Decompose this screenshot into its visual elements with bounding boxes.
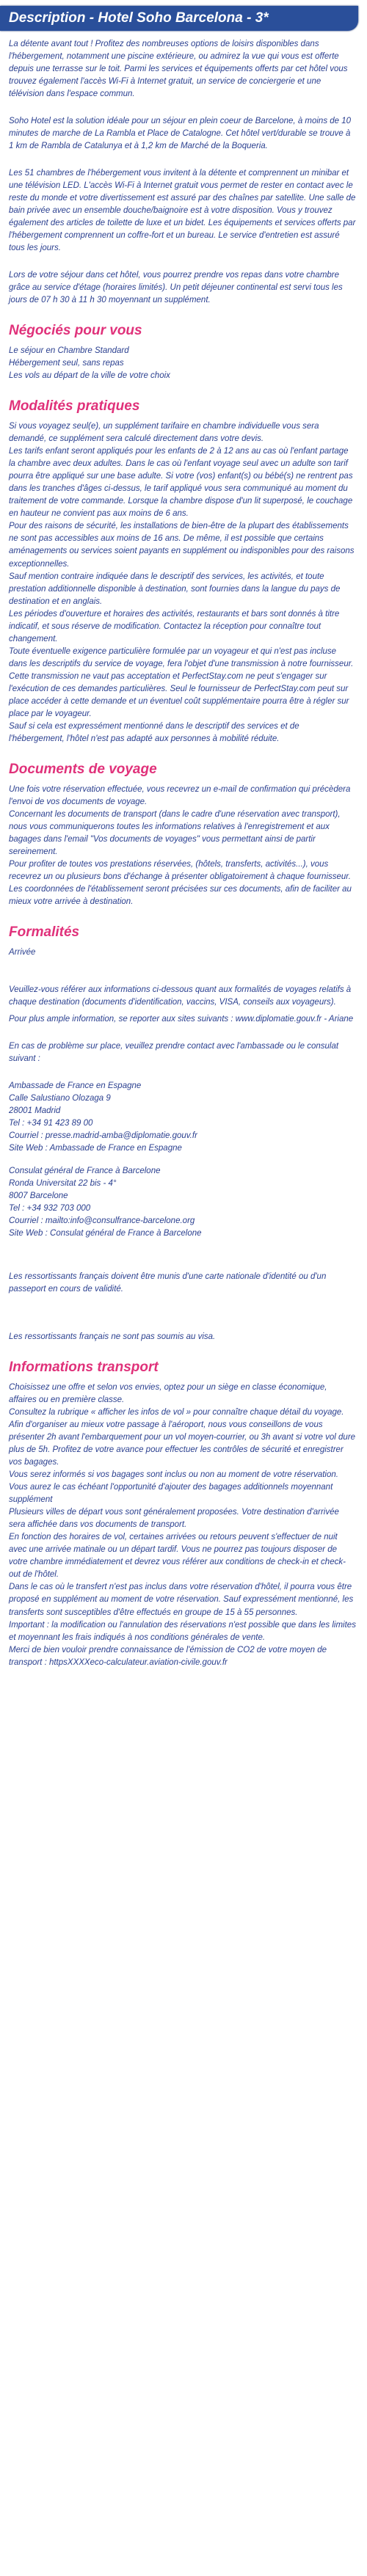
transport-paragraph: En fonction des horaires de vol, certaines arrivées ou retours peuvent s'effectuer de nuit avec une arrivée matinale ou un départ tardif. Vous ne pourrez pas toujours disposer de votre chambre immédiatement et devrez vous référer aux conditions de check-in et check-out de l'hôtel. <box>9 1533 346 1580</box>
transport-paragraph: Consultez la rubrique « afficher les infos de vol » pour connaître chaque détail du voyage. <box>9 1408 344 1417</box>
description-paragraph: Lors de votre séjour dans cet hôtel, vous pourrez prendre vos repas dans votre chambre grâce au service d'étage (horaires limités). Un petit déjeuner continental est servi tous les jours de 07 h 30 à 11 h 30 moyennant un supplément. <box>9 271 343 305</box>
formalites-heading: Formalités <box>9 924 80 940</box>
formalites-doute: En cas de problème sur place, veuillez prendre contact avec l'ambassade ou le consulat suivant : <box>9 1041 339 1063</box>
consulat-line: 8007 Barcelone <box>9 1192 68 1201</box>
consulat-line: Ronda Universitat 22 bis - 4° <box>9 1179 117 1189</box>
modalites-paragraph: Sauf si cela est expressément mentionné dans le descriptif des services et de l'hébergement, l'hôtel n'est pas adapté aux personnes à mobilité réduite. <box>9 721 299 743</box>
description-paragraph: Les 51 chambres de l'hébergement vous invitent à la détente et comprennent un minibar et une télévision LED. L'accès Wi-Fi à Internet gratuit vous permet de rester en contact avec le reste du monde et votre divertissement est assuré par des chaînes par satellite. Une salle de bain privée avec un ensemble douche/baignoire est à votre disposition. Vous y trouvez également des articles de toilette de luxe et un bidet. Les équipements et services offerts par l'hébergement comprennent un coffre-fort et un bureau. Le service d'entretien est assuré tous les jours. <box>9 169 356 253</box>
ressortissants-text: Les ressortissants français doivent être munis d'une carte nationale d'identité ou d'un passeport en cours de validité. <box>9 1272 327 1294</box>
consulat-line: Courriel : mailto:info@consulfrance-barcelone.org <box>9 1216 195 1226</box>
documents-paragraph: Une fois votre réservation effectuée, vous recevrez un e-mail de confirmation qui précèdera l'envoi de vos documents de voyage. <box>9 784 351 806</box>
modalites-paragraph: Sauf mention contraire indiquée dans le descriptif des services, les activités, et toute prestation additionnelle disponible à destination, sont fournies dans la langue du pays de destination et en anglais. <box>9 572 341 606</box>
documents-paragraph: Concernant les documents de transport (dans le cadre d'une réservation avec transport), nous vous communiquerons toutes les informations relatives à l'enregistrement et aux bagages dans l'email "Vos documents de voyages" vous permettant ainsi de partir sereinement. <box>9 809 341 856</box>
visa-text: Les ressortissants français ne sont pas soumis au visa. <box>9 1332 216 1342</box>
consulat-line: Site Web : Consulat général de France à Barcelone <box>9 1229 202 1238</box>
transport-paragraph: Important : la modification ou l'annulation des réservations n'est possible que dans les limites et moyennant les frais indiqués à nos conditions générales de vente. <box>9 1620 356 1642</box>
page-title: Description - Hotel Soho Barcelona - 3* <box>0 6 358 31</box>
negocies-section <box>9 323 357 382</box>
description-paragraph: La détente avant tout ! Profitez des nombreuses options de loisirs disponibles dans l'hébergement, notamment une piscine extérieure, ou admirez la vue qui vous est offerte depuis une terrasse sur le toit. Parmi les services et équipements offerts par cet hôtel vous trouvez également l'accès Wi-Fi à Internet gratuit, un service de conciergerie et une télévision dans l'espace commun. <box>9 40 348 99</box>
negocies-line: Le séjour en Chambre Standard <box>9 346 129 356</box>
hotel-description-page <box>0 6 367 1684</box>
documents-paragraph: Les coordonnées de l'établissement seront précisées sur ces documents, afin de faciliter au mieux votre arrivée à destination. <box>9 884 352 906</box>
consulat-line: Consulat général de France à Barcelone <box>9 1167 161 1176</box>
documents-heading: Documents de voyage <box>9 761 157 777</box>
modalites-section <box>9 398 357 745</box>
transport-heading: Informations transport <box>9 1360 159 1376</box>
consulat-block <box>9 1165 357 1240</box>
ambassade-line: Ambassade de France en Espagne <box>9 1081 142 1090</box>
formalites-section <box>9 924 357 1343</box>
transport-paragraph: Vous aurez le cas échéant l'opportunité d'ajouter des bagages additionnels moyennant supplément <box>9 1483 333 1505</box>
arrivee-label: Arrivée <box>9 947 36 957</box>
description-paragraph: Soho Hotel est la solution idéale pour un séjour en plein coeur de Barcelone, à moins de 10 minutes de marche de La Rambla et Place de Catalogne. Cet hôtel vert/durable se trouve à 1 km de Rambla de Catalunya et à 1,2 km de Marché de la Boqueria. <box>9 117 352 151</box>
modalites-paragraph: Si vous voyagez seul(e), un supplément tarifaire en chambre individuelle vous sera demandé, ce supplément sera calculé directement dans votre devis. <box>9 422 319 444</box>
ambassade-line: 28001 Madrid <box>9 1106 61 1116</box>
transport-paragraph: Vous serez informés si vos bagages sont inclus ou non au moment de votre réservation. <box>9 1470 338 1480</box>
ambassade-line: Site Web : Ambassade de France en Espagne <box>9 1144 182 1153</box>
description-section <box>9 38 357 307</box>
modalites-paragraph: Les tarifs enfant seront appliqués pour les enfants de 2 à 12 ans au cas où l'enfant partage la chambre avec deux adultes. Dans le cas où l'enfant voyage seul avec un adulte son tarif pourra être appliqué sur une base adulte. Si votre (vos) enfant(s) ou bébé(s) ne rentrent pas dans les tranches d'âges ci-dessus, le tarif appliqué vous sera communiqué au moment du traitement de votre commande. Lorsque la chambre dispose d'un lit superposé, le couchage en hauteur ne convient pas aux moins de 6 ans. <box>9 447 353 519</box>
transport-paragraph: Dans le cas où le transfert n'est pas inclus dans votre réservation d'hôtel, il pourra vous être proposé en supplément au moment de votre réservation. Sauf expressément mentionné, les transferts sont susceptibles d'être effectués en groupe de 15 à 55 personnes. <box>9 1583 354 1617</box>
ambassade-line: Courriel : presse.madrid-amba@diplomatie.gouv.fr <box>9 1131 197 1141</box>
negocies-line: Hébergement seul, sans repas <box>9 359 124 368</box>
transport-paragraph: Merci de bien vouloir prendre connaissance de l'émission de CO2 de votre moyen de transport : httpsXXXXeco-calculateur.aviation-civile.gouv.fr <box>9 1645 327 1667</box>
transport-section <box>9 1360 357 1668</box>
consulat-line: Tel : +34 932 703 000 <box>9 1204 91 1214</box>
modalites-paragraph: Les périodes d'ouverture et horaires des activités, restaurants et bars sont donnés à titre indicatif, et sous réserve de modification. Contactez la réception pour connaître tout changement. <box>9 609 340 643</box>
formalites-plus-info: Pour plus ample information, se reporter aux sites suivants : www.diplomatie.gouv.fr - Ariane <box>9 1014 354 1024</box>
ambassade-line: Tel : +34 91 423 89 00 <box>9 1119 93 1128</box>
formalites-intro: Veuillez-vous référer aux informations ci-dessous quant aux formalités de voyages relatifs à chaque destination (documents d'identification, vaccins, VISA, conseils aux voyageurs). <box>9 985 352 1007</box>
modalites-paragraph: Pour des raisons de sécurité, les installations de bien-être de la plupart des établissements ne sont pas accessibles aux moins de 16 ans. De même, il est possible que certains aménagements ou services soient payants en supplément ou indisponibles pour des raisons exceptionnelles. <box>9 522 355 569</box>
negocies-line: Les vols au départ de la ville de votre choix <box>9 371 170 381</box>
ambassade-line: Calle Salustiano Olozaga 9 <box>9 1094 111 1103</box>
modalites-heading: Modalités pratiques <box>9 398 140 415</box>
ambassade-block <box>9 1080 357 1155</box>
transport-paragraph: Choisissez une offre et selon vos envies, optez pour un siège en classe économique, affaires ou en première classe. <box>9 1383 327 1405</box>
documents-section <box>9 762 357 908</box>
content <box>0 31 367 1669</box>
modalites-paragraph: Toute éventuelle exigence particulière formulée par un voyageur et qui n'est pas incluse dans les descriptifs du service de voyage, fera l'objet d'une transmission à notre fournisseur. Cette transmission ne vaut pas acceptation et PerfectStay.com ne peut s'engager sur l'exécution de ces demandes particulières. Seul le fournisseur de PerfectStay.com peut sur place accéder à cette demande et un éventuel coût supplémentaire pourra être à régler sur place par le voyageur. <box>9 646 354 718</box>
negocies-heading: Négociés pour vous <box>9 323 142 339</box>
transport-paragraph: Afin d'organiser au mieux votre passage à l'aéroport, nous vous conseillons de vous présenter 2h avant l'embarquement pour un vol moyen-courrier, ou 3h avant si votre vol dure plus de 5h. Profitez de votre avance pour effectuer les contrôles de sécurité et enregistrer vos bagages. <box>9 1420 356 1467</box>
documents-paragraph: Pour profiter de toutes vos prestations réservées, (hôtels, transferts, activités...), vous recevrez un ou plusieurs bons d'échange à présenter obligatoirement à chaque fournisseur. <box>9 859 351 881</box>
transport-paragraph: Plusieurs villes de départ vous sont généralement proposées. Votre destination d'arrivée sera affichée dans vos documents de transport. <box>9 1508 339 1530</box>
